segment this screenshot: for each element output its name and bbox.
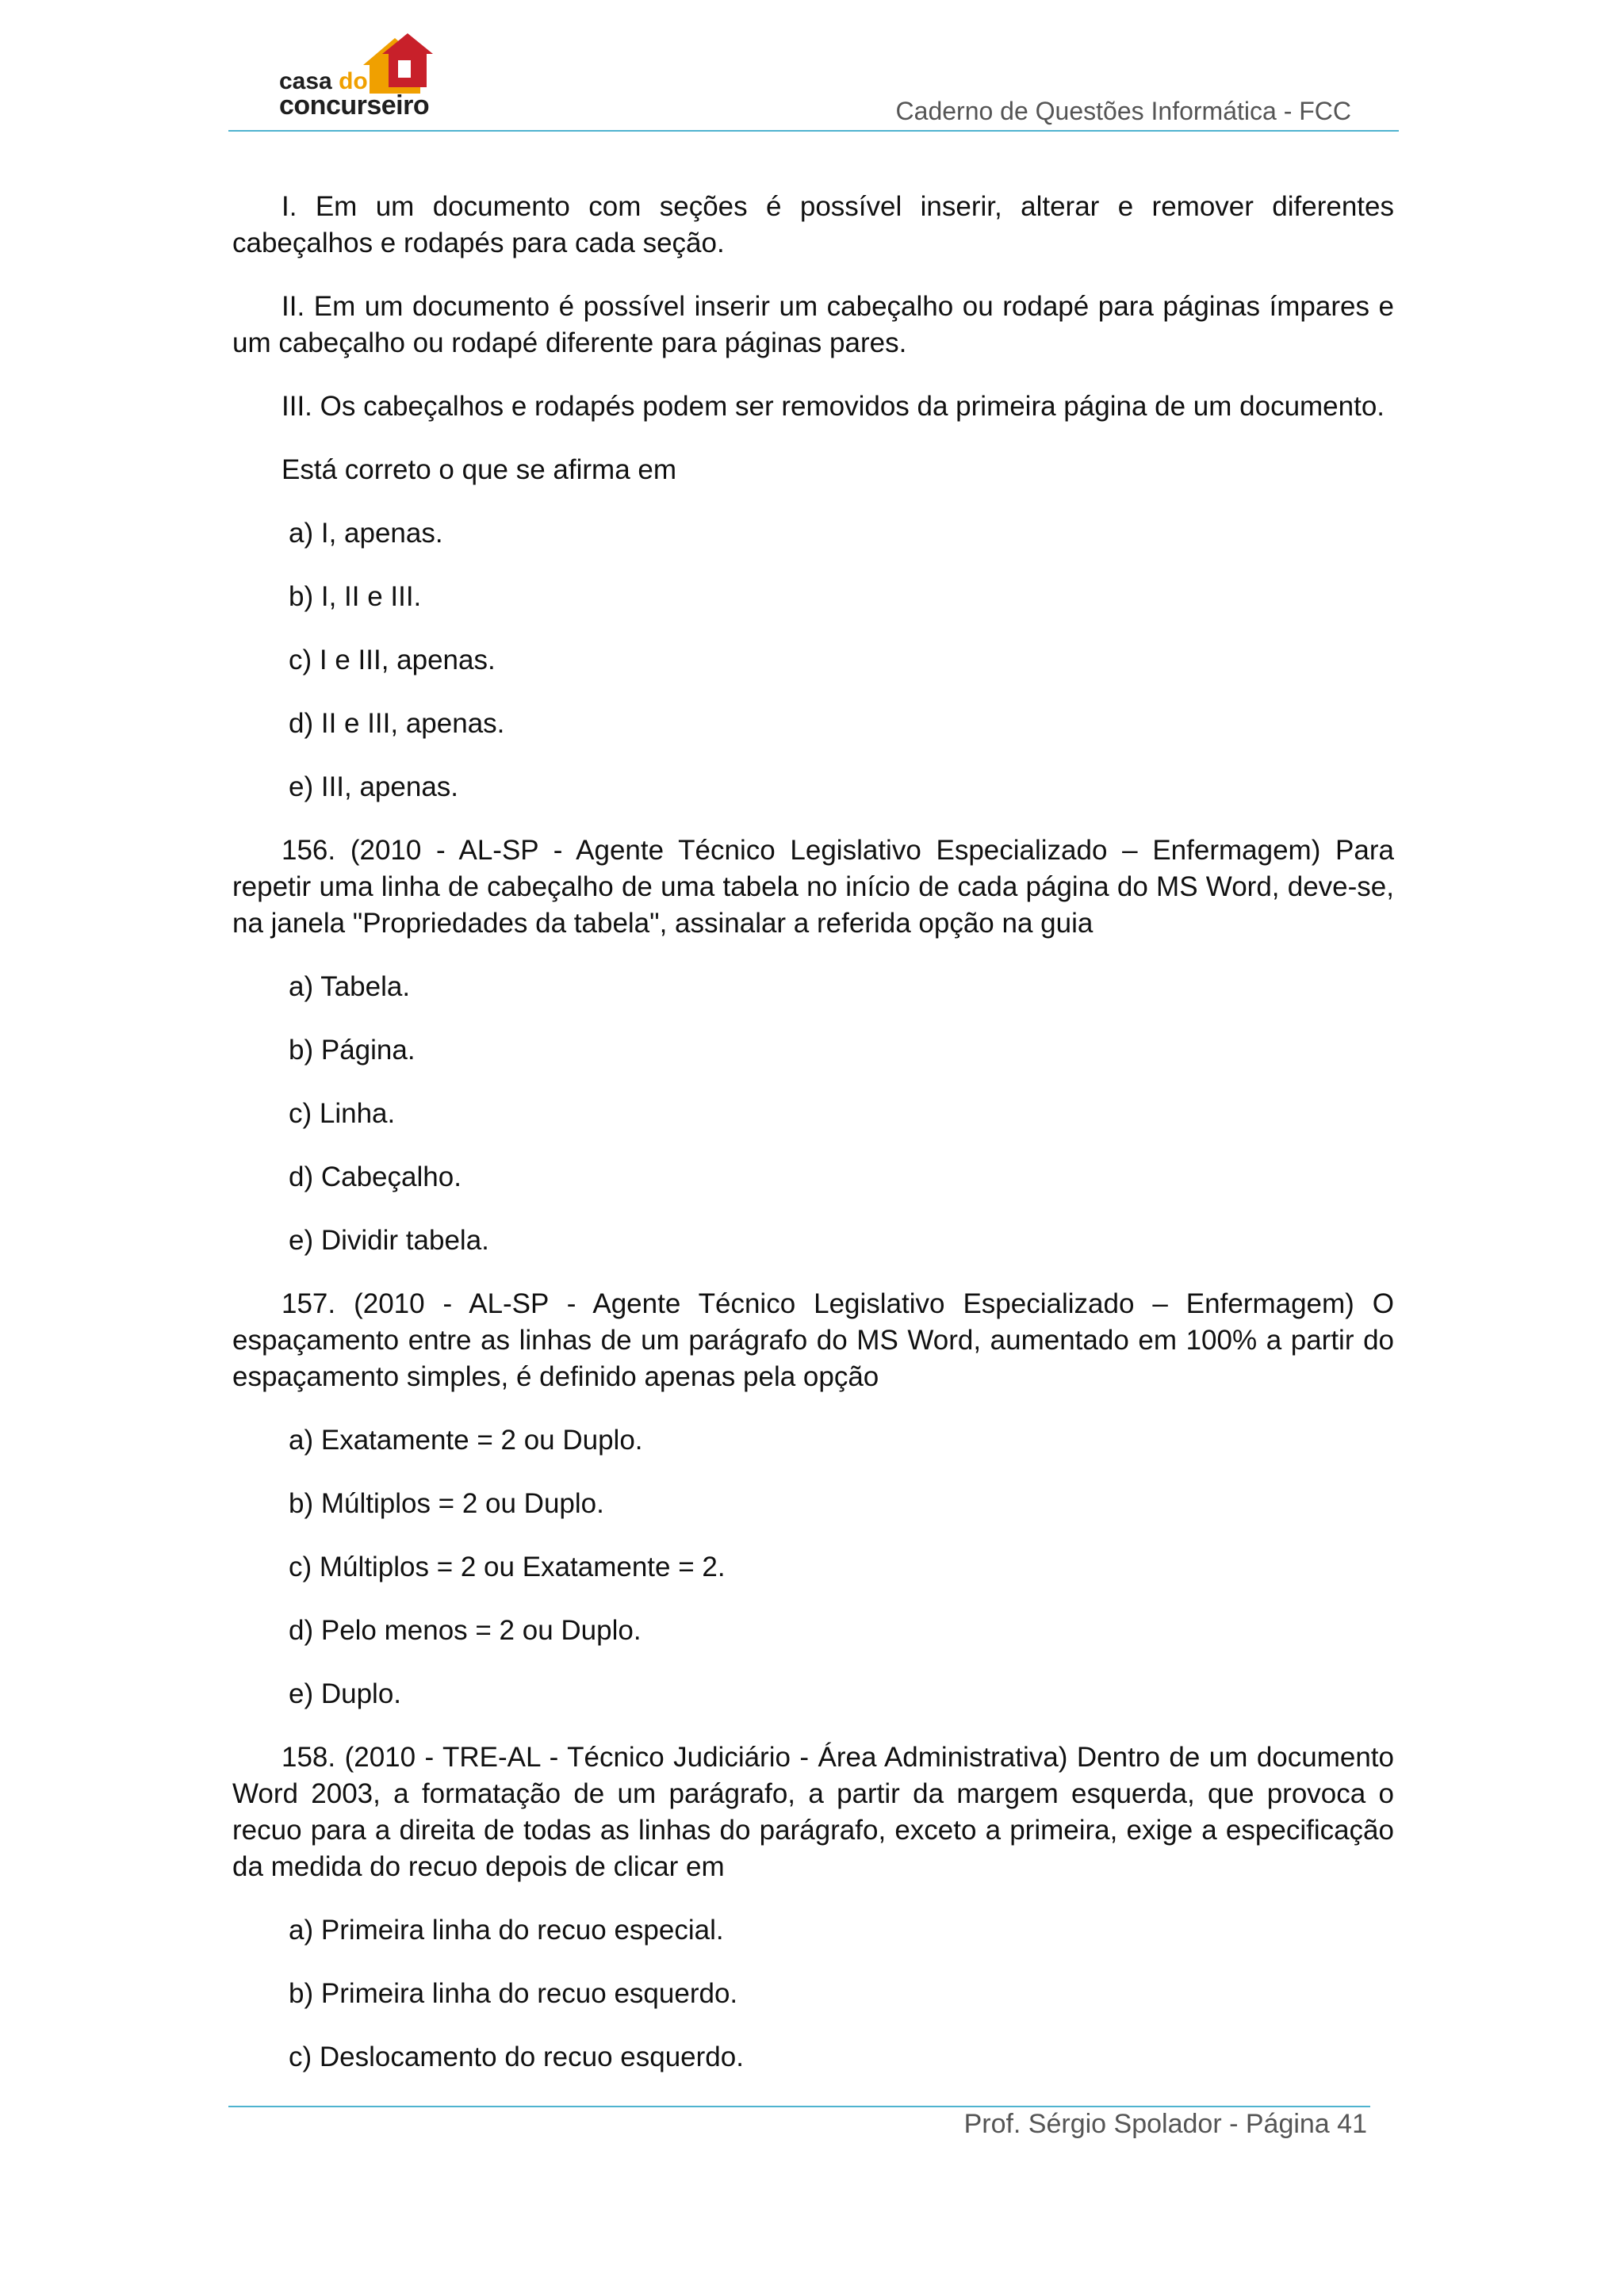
- logo-casa-text: casa do: [279, 68, 368, 94]
- answer-option: e) Dividir tabela.: [289, 1225, 489, 1256]
- answer-option: a) Exatamente = 2 ou Duplo.: [289, 1425, 643, 1456]
- answer-option: e) III, apenas.: [289, 771, 459, 802]
- answer-option: c) Múltiplos = 2 ou Exatamente = 2.: [289, 1552, 726, 1582]
- answer-option: a) Tabela.: [289, 971, 411, 1002]
- answer-option: b) Múltiplos = 2 ou Duplo.: [289, 1488, 604, 1519]
- paragraph: Está correto o que se afirma em: [282, 454, 676, 485]
- casa-do-concurseiro-logo: [252, 27, 435, 122]
- answer-option: d) Pelo menos = 2 ou Duplo.: [289, 1615, 642, 1646]
- logo-concurseiro-text: concurseiro: [279, 90, 430, 121]
- answer-option: b) Página.: [289, 1035, 416, 1066]
- answer-option: a) Primeira linha do recuo especial.: [289, 1915, 724, 1946]
- answer-option: b) Primeira linha do recuo esquerdo.: [289, 1978, 738, 2009]
- answer-option: c) Deslocamento do recuo esquerdo.: [289, 2042, 744, 2072]
- header-divider: [228, 130, 1399, 132]
- answer-option: b) I, II e III.: [289, 581, 422, 612]
- paragraph: III. Os cabeçalhos e rodapés podem ser removidos da primeira página de um documento.: [282, 391, 1385, 422]
- answer-option: c) I e III, apenas.: [289, 645, 496, 675]
- answer-option: d) Cabeçalho.: [289, 1161, 462, 1192]
- footer-divider: [228, 2106, 1370, 2107]
- answer-option: a) I, apenas.: [289, 518, 443, 549]
- paragraph: 156. (2010 - AL-SP - Agente Técnico Legislativo Especializado – Enfermagem) Para repetir uma linha de cabeçalho de uma tabela no início de cada página do MS Word, deve-se, na janela "Propriedades da tabela", assinalar a referida opção na guia: [232, 835, 1394, 939]
- footer-page-info: Prof. Sérgio Spolador - Página 41: [963, 2109, 1367, 2139]
- page-header: [228, 27, 1399, 132]
- page-content: [232, 189, 1394, 2103]
- answer-option: c) Linha.: [289, 1098, 396, 1129]
- answer-option: d) II e III, apenas.: [289, 708, 505, 739]
- paragraph: 157. (2010 - AL-SP - Agente Técnico Legislativo Especializado – Enfermagem) O espaçamento entre as linhas de um parágrafo do MS Word, aumentado em 100% a partir do espaçamento simples, é definido apenas pela opção: [232, 1288, 1394, 1392]
- answer-option: e) Duplo.: [289, 1678, 402, 1709]
- paragraph: I. Em um documento com seções é possível inserir, alterar e remover diferentes cabeçalhos e rodapés para cada seção.: [232, 191, 1394, 258]
- paragraph: II. Em um documento é possível inserir um cabeçalho ou rodapé para páginas ímpares e um cabeçalho ou rodapé diferente para páginas pares.: [232, 291, 1394, 358]
- paragraph: 158. (2010 - TRE-AL - Técnico Judiciário - Área Administrativa) Dentro de um documento Word 2003, a formatação de um parágrafo, a partir da margem esquerda, que provoca o recuo para a direita de todas as linhas do parágrafo, exceto a primeira, exige a especificação da medida do recuo depois de clicar em: [232, 1742, 1394, 1882]
- document-title: Caderno de Questões Informática - FCC: [895, 97, 1351, 125]
